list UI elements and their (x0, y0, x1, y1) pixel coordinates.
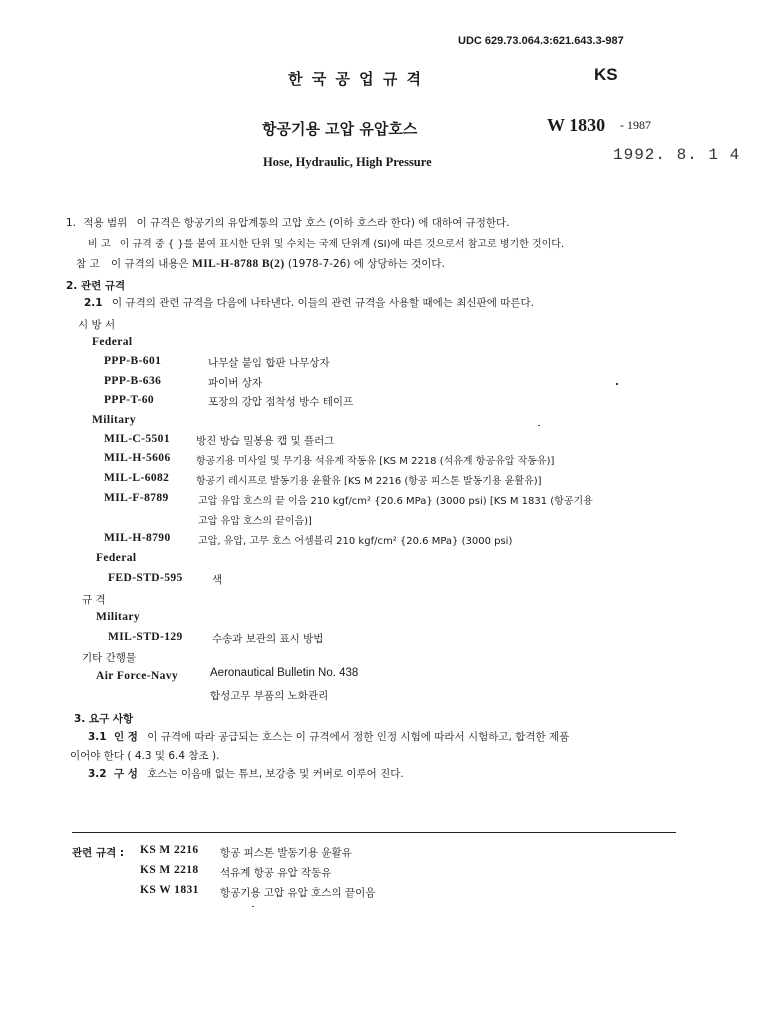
footer-code: KS M 2218 (140, 864, 199, 876)
spec-desc: 고압 유압 호스의 끝 이음 210 kgf/cm² {20.6 MPa} (3000 psi) [KS M 1831 (항공기용 (198, 496, 593, 507)
remark-text: 이 규격 중 { }를 붙여 표시한 단위 및 수치는 국제 단위계 (SI)에 따른 것으로서 참고로 병기한 것이다. (119, 239, 565, 250)
paragraph-3-1-label: 인 정 (113, 731, 138, 743)
footer-code: KS M 2216 (140, 844, 199, 856)
received-date-stamp: 1992. 8. 1 4 (613, 146, 741, 164)
reference-code: MIL-H-8788 B(2) (191, 258, 285, 270)
scan-speck (538, 425, 540, 426)
footer-desc: 석유계 항공 유압 작동유 (220, 867, 332, 879)
spec-heading: 시 방 서 (78, 319, 116, 331)
federal-heading: Federal (92, 336, 133, 348)
paragraph-3-2-text: 호스는 이음매 없는 튜브, 보강층 및 커버로 이루어 진다. (147, 768, 404, 780)
footer-desc: 항공 피스톤 발동기용 윤활유 (220, 847, 352, 859)
footer-desc: 항공기용 고압 유압 호스의 끝이음 (220, 887, 376, 899)
paragraph-3-1 (88, 729, 569, 744)
paragraph-3-2 (88, 766, 404, 781)
section-1-text: 이 규격은 항공기의 유압계통의 고압 호스 (이하 호스라 한다) 에 대하여 규정한다. (136, 217, 510, 229)
standard-year: - 1987 (620, 118, 651, 132)
spec-code: PPP-B-601 (104, 355, 162, 367)
spec-desc: 나무살 붙임 합판 나무상자 (208, 357, 330, 369)
reference-text-pre: 이 규격의 내용은 (110, 258, 192, 270)
spec-code: PPP-B-636 (104, 375, 162, 387)
paragraph-3-2-label: 구 성 (113, 768, 138, 780)
spec-code: MIL-H-5606 (104, 452, 171, 464)
spec-code: MIL-C-5501 (104, 433, 170, 445)
paragraph-3-1-continued: 이어야 한다 ( 4.3 및 6.4 참조 ). (70, 750, 220, 762)
udc-number: UDC 629.73.064.3:621.643.3-987 (458, 35, 624, 47)
spec-desc: 항공기 레시프로 발동기용 윤활유 [KS M 2216 (항공 피스톤 발동기용 윤활유)] (196, 476, 542, 487)
footer-code: KS W 1831 (140, 884, 199, 896)
spec-desc: 수송과 보관의 표시 방법 (212, 633, 324, 645)
section-1-label: 적용 범위 (83, 217, 128, 229)
military-heading: Military (92, 414, 137, 426)
spec-desc: 고압, 유압, 고무 호스 어셈블리 210 kgf/cm² {20.6 MPa} (3000 psi) (198, 536, 513, 547)
spec-code: MIL-L-6082 (104, 472, 170, 484)
section-1-number: 1. (66, 217, 77, 229)
paragraph-2-1-text: 이 규격의 관련 규격을 다음에 나타낸다. 이들의 관련 규격을 사용할 때에는 최신판에 따른다. (111, 297, 534, 309)
other-publications-heading: 기타 간행물 (82, 652, 137, 664)
section-1-line (66, 215, 509, 230)
paragraph-3-1-text: 이 규격에 따라 공급되는 호스는 이 규격에서 정한 인정 시험에 따라서 시험하고, 합격한 제품 (147, 731, 570, 743)
publication-desc: 합성고무 부품의 노화관리 (210, 690, 329, 702)
standards-org: 한 국 공 업 규 격 (288, 70, 424, 88)
spec-desc: 색 (212, 574, 223, 586)
paragraph-2-1 (84, 295, 534, 310)
remark-label: 비 고 (88, 239, 111, 250)
spec-desc: 포장의 강압 점착성 방수 테이프 (208, 396, 354, 408)
ks-mark: KS (594, 65, 618, 84)
reference-text-post: (1978-7-26) 에 상당하는 것이다. (284, 258, 445, 270)
paragraph-3-1-number: 3.1 (88, 731, 107, 743)
title-korean: 항공기용 고압 유압호스 (262, 120, 418, 138)
spec-code: MIL-F-8789 (104, 492, 169, 504)
title-english: Hose, Hydraulic, High Pressure (263, 155, 432, 169)
spec-code: FED-STD-595 (108, 572, 183, 584)
spec-code: MIL-H-8790 (104, 532, 171, 544)
publication-org: Air Force-Navy (96, 670, 179, 682)
spec-code: MIL-STD-129 (108, 631, 183, 643)
section-2-heading: 2. 관련 규격 (66, 280, 126, 292)
reference-label: 참 고 (76, 258, 100, 270)
military-heading-2: Military (96, 611, 141, 623)
remark-line (88, 235, 564, 250)
standard-number: W 1830 (547, 115, 606, 135)
spec-desc: 항공기용 미사일 및 무기용 석유계 작동유 [KS M 2218 (석유계 항공유압 작동유)] (196, 456, 555, 467)
scan-speck (252, 906, 254, 907)
footer-label: 관련 규격 : (72, 847, 125, 859)
federal-heading-2: Federal (96, 552, 137, 564)
scan-speck (616, 383, 618, 385)
spec-desc-continued: 고압 유압 호스의 끝이음)] (198, 516, 312, 527)
section-3-heading: 3. 요구 사항 (74, 713, 134, 725)
paragraph-3-2-number: 3.2 (88, 768, 107, 780)
paragraph-2-1-number: 2.1 (84, 297, 103, 309)
publication-title: Aeronautical Bulletin No. 438 (210, 667, 359, 679)
spec-code: PPP-T-60 (104, 394, 155, 406)
footer-divider (72, 832, 676, 833)
standards-heading: 규 격 (82, 594, 106, 606)
reference-line (76, 256, 445, 271)
spec-desc: 파이버 상자 (208, 377, 263, 389)
spec-desc: 방진 방습 밀봉용 캡 및 플러그 (196, 435, 335, 447)
